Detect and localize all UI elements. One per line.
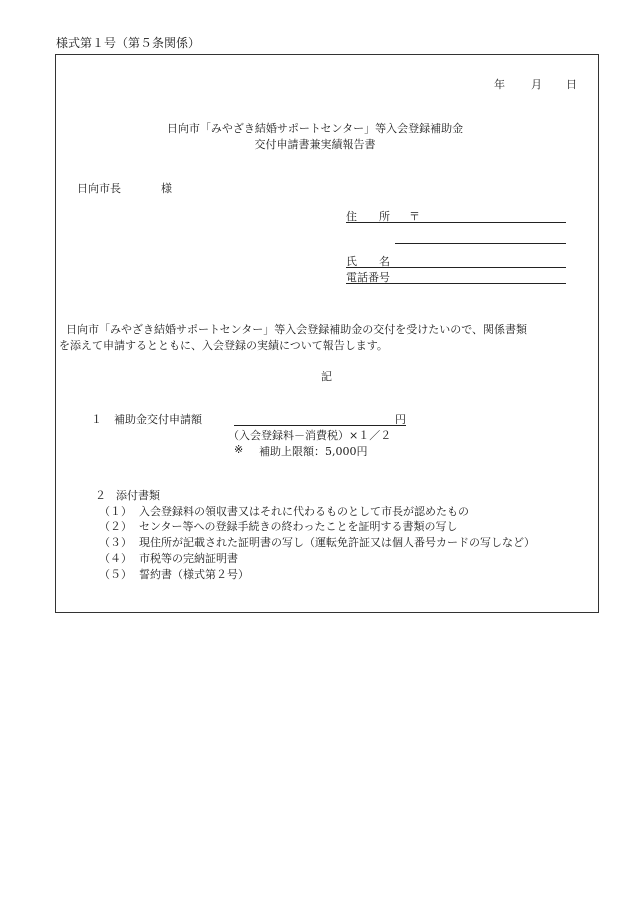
form-number: 様式第１号（第５条関係） (56, 36, 201, 50)
amount-unit: 円 (395, 413, 406, 426)
address-line-1 (346, 222, 566, 223)
doc-num: （５） (99, 568, 132, 581)
doc-text: 誓約書（様式第２号） (139, 568, 249, 581)
date-month-label: 月 (531, 78, 542, 91)
addressee-name: 日向市長 (77, 182, 121, 195)
item2-number: ２ (95, 489, 106, 502)
address-label: 住 所 (346, 210, 390, 223)
title-line-1: 日向市「みやざき結婚サポートセンター」等入会登録補助金 (166, 122, 464, 135)
postal-mark: 〒 (409, 210, 420, 223)
doc-text: 入会登録料の領収書又はそれに代わるものとして市長が認めたもの (139, 505, 469, 518)
amount-formula: （入会登録料－消費税）×１／２ (228, 429, 392, 442)
body-line-1: 日向市「みやざき結婚サポートセンター」等入会登録補助金の交付を受けたいので、関係書類 (66, 323, 528, 336)
date-year-label: 年 (494, 78, 505, 91)
body-line-2: を添えて申請するとともに、入会登録の実績について報告します。 (59, 339, 388, 352)
name-label: 氏 名 (346, 255, 390, 268)
limit-mark: ※ (234, 443, 244, 456)
limit-text: 補助上限額：5,000円 (259, 445, 368, 458)
ki-heading: 記 (321, 370, 332, 383)
doc-text: 市税等の完納証明書 (139, 552, 238, 565)
phone-label: 電話番号 (346, 271, 390, 284)
phone-line (346, 283, 566, 284)
name-line (346, 267, 566, 268)
doc-text: センター等への登録手続きの終わったことを証明する書類の写し (139, 520, 458, 533)
item1-label: 補助金交付申請額 (114, 413, 202, 426)
title-line-2: 交付申請書兼実績報告書 (254, 138, 376, 151)
addressee-honorific: 様 (161, 182, 172, 195)
address-line-2 (395, 243, 566, 244)
doc-num: （１） (99, 505, 132, 518)
item1-number: １ (91, 413, 102, 426)
doc-num: （４） (99, 552, 132, 565)
item2-label: 添付書類 (116, 489, 160, 502)
doc-text: 現住所が記載された証明書の写し（運転免許証又は個人番号カードの写しなど） (139, 536, 535, 549)
date-day-label: 日 (566, 78, 577, 91)
amount-line (234, 425, 406, 426)
doc-num: （２） (99, 520, 132, 533)
doc-num: （３） (99, 536, 132, 549)
